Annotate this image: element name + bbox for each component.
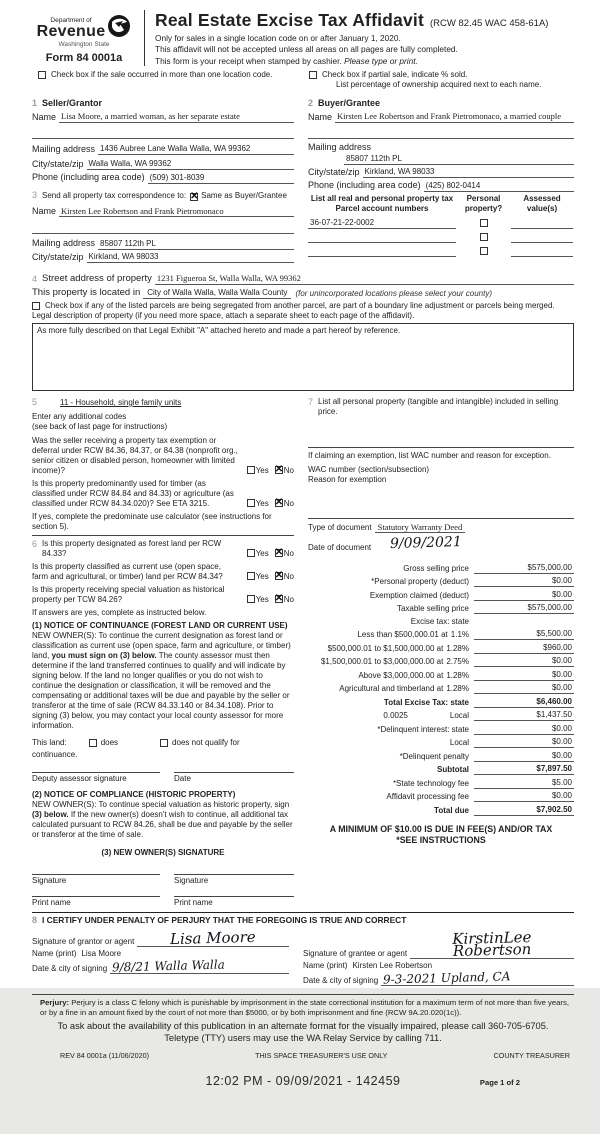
personal-property-checkbox [480,219,488,227]
correspondence-city-value: Kirkland, WA 98033 [87,252,294,263]
assessed-value [511,220,573,229]
buyer-name-line2 [308,130,574,139]
rev-number: REV 84 0001a (11/06/2020) [60,1050,149,1060]
yes-checkbox [247,595,255,603]
no-checkbox [275,595,283,603]
assessed-value [511,248,573,257]
dor-swirl-icon [105,14,131,41]
personal-property-list-label: List all personal property (tangible and intangible) included in selling price. [318,396,559,416]
divider [308,447,574,448]
top-checkbox-row [32,70,574,90]
land-use-code: 11 - Household, single family units [60,397,182,407]
segregated-label: Check box if any of the listed parcels are being segregated from another parcel, are part of a boundary line adjustment or parcels being merged. [45,300,555,310]
notice-continuance-title: (1) NOTICE OF CONTINUANCE (FOREST LAND OR CURRENT USE) [32,620,288,630]
this-land-label: This land: [32,737,67,747]
treasurer-stamp-area [32,1074,574,1134]
located-in-label: This property is located in [32,286,141,298]
yes-checkbox [247,572,255,580]
owner-signature-line-2: Signature [174,874,294,886]
yes-checkbox [247,549,255,557]
treasurer-use-label: THIS SPACE TREASURER'S USE ONLY [255,1050,388,1060]
yes-checkbox [247,466,255,474]
grantee-date-label: Date & city of signing [303,976,379,986]
correspondence-city-label: City/state/zip [32,251,84,262]
buyer-mailing-label: Mailing address [308,141,372,152]
parcel-number [308,248,456,257]
no-checkbox [275,499,283,507]
legal-description-label: Legal description of property (if you need more space, attach a separate sheet to each page of the affidavit). [32,310,415,320]
buyer-mailing-value: 85807 112th PL [344,154,574,165]
county-treasurer-label: COUNTY TREASURER [493,1050,570,1060]
doc-date-label: Date of document [308,542,372,552]
seller-mailing-value: 1436 Aubree Lane Walla Walla, WA 99362 [98,144,294,155]
exemption-deferral-question: Was the seller receiving a property tax exemption or deferral under RCW 84.36, 84.37, or 84.38 (nonprofit org., senior citizen or disabled person, homeowner with limited income)? [32,435,238,475]
located-in-value: City of Walla Walla, Walla Walla County [143,288,291,299]
same-as-buyer-checkbox [190,193,198,201]
grantor-signature-block [32,928,303,988]
buyer-name-value: Kirsten Lee Robertson and Frank Pietromonaco, a married couple [335,111,574,123]
correspondence-name-label: Name [32,206,57,217]
form-title: Real Estate Excise Tax Affidavit [155,10,425,30]
grantor-date-label: Date & city of signing [32,964,108,974]
buyer-city-label: City/state/zip [308,167,360,178]
seller-name-value: Lisa Moore, a married woman, as her separate estate [59,111,294,123]
historic-property-question: Is this property receiving special valuation as historical property per TCW 84.26? [32,584,225,604]
tax-row-total-due: Total due $7,902.50 [434,804,572,815]
buyer-phone-label: Phone (including area code) [308,180,421,191]
seller-name-line2 [32,130,294,139]
tax-row-delinquent-interest-state: *Delinquent interest: state $0.00 [377,723,572,734]
tax-row-tier-4: Above $3,000,000.00 at 1.28% $0.00 [358,669,572,680]
buyer-heading: Buyer/Grantee [318,97,381,108]
seller-phone-label: Phone (including area code) [32,172,145,183]
seller-phone-value: (509) 301-8039 [148,173,294,184]
use-codes-column: 5 11 - Household, single family units Enter any additional codes (see back of last page for instructions) Was the seller receiving a property tax exemption or deferral under RCW 84.36, 84.37, or 84.38 (nonprofit org., senior citizen or disabled person, homeowner with limited income)? Yes ✕ No Is this property predominantly used for timber (as classified under RCW 84.84 and 84.33) or agriculture (as classified under RCW 84.34.020)? See ETA 3215. Yes ✕ No If yes, complete the predominate use calculator (see instructions for section 5). 6 Is this property designated as forest land per RCW 84.33? Yes ✕ No Is this property classified as current use (open space, farm and agricultural, or timber) land per RCW 84.34? Yes ✕ No Is this property receiving special valuation as historical property per TCW 84.26? Yes ✕ No If answers are yes, complete as instructed below. (1) NOTICE OF CONTINUANCE (FOREST LAND OR CURRENT USE) NEW OWNER(S): To continue the current designation as forest land or classification as current use (open space, farm and agriculture, or timber) land, you must sign on (3) below. The county assessor must then determine if the land transferred continues to qualify and will indicate by signing below. If the land no longer qualifies or you do not wish to continue the designation or classification, it will be removed and the compensating or additional taxes will be due and payable by the seller or transferor at the time of sale (RCW 84.33.140 or 84.34.108). Prior to signing (3) below, you may contact your local county assessor for more information. This land: does does not qualify for continuance. Deputy assessor signature Date (2) NOTICE OF COMPLIANCE (HISTORIC PROPERTY) NEW OWNER(S): To continue special valuation as historic property, sign (3) below. If the new owner(s) doesn't wish to continue, all additional tax calculated pursuant to RCW 84.26, shall be due and payable by the seller or transferor at the time of sale. (3) NEW OWNER(S) SIGNATURE Signature Signature Print name Print name [32,397,294,908]
grantor-signature-label: Signature of grantor or agent [32,937,135,947]
header-note-2: This affidavit will not be accepted unless all areas on all pages are fully completed. [155,44,458,55]
notice-continuance-body: NEW OWNER(S): To continue the current designation as forest land or classification as current use (open space, farm and agriculture, or timber) land, you must sign on (3) below. The county assessor must then determine if the land transferred continues to qualify and will indicate by signing below. If the land no longer qualifies or you do not wish to continue the designation or classification, it will be removed and the compensating or additional taxes will be due and payable by the seller or transferor at the time of sale (RCW 84.33.140 or 84.34.108). Prior to signing (3) below, you may contact your local county assessor for more information. [32,630,291,730]
predominate-use-note: If yes, complete the predominate use calculator (see instructions for section 5). [32,511,272,531]
tax-row-personal-property-deduct: *Personal property (deduct) $0.00 [371,576,572,587]
same-as-buyer-label: Same as Buyer/Grantee [201,190,287,200]
tax-row-affidavit-processing-fee: Affidavit processing fee $0.00 [386,791,572,802]
tax-row-excise-tax-state: Excise tax: state [410,616,469,626]
personal-property-checkbox [480,247,488,255]
personal-property-checkbox [480,233,488,241]
no-checkbox [275,466,283,474]
perjury-label: Perjury: [40,998,70,1008]
grantee-print-name: Kirsten Lee Robertson [352,961,433,971]
assessor-date-line: Date [174,772,294,784]
assessor-signature-row [32,772,294,784]
grantee-print-label: Name (print) [303,961,348,971]
grantee-signature-label: Signature of grantee or agent [303,949,408,959]
seller-mailing-label: Mailing address [32,143,96,154]
cashier-stamp: 12:02 PM - 09/09/2021 - 142459 [205,1073,401,1088]
tax-row-exemption-claimed: Exemption claimed (deduct) $0.00 [369,589,572,600]
certify-statement: I CERTIFY UNDER PENALTY OF PERJURY THAT THE FOREGOING IS TRUE AND CORRECT [42,914,407,925]
seller-city-label: City/state/zip [32,159,84,170]
buyer-phone-value: (425) 802-0414 [424,181,574,192]
tax-row-taxable-selling-price: Taxable selling price $575,000.00 [396,603,572,614]
current-use-answer: Yes ✕ No [241,572,294,582]
parcel-table-header: List all real and personal property tax Parcel account numbers Personal property? Assessed value(s) [310,193,561,213]
tax-row-state-technology-fee: *State technology fee $5.00 [392,777,572,788]
forest-land-answer: Yes ✕ No [241,549,294,559]
grantor-print-label: Name (print) [32,949,77,959]
street-address-value: 1231 Figueroa St, Walla Walla, WA 99362 [155,273,574,285]
partial-sale-label: Check box if partial sale, indicate % sold. List percentage of ownership acquired next to each name. [322,69,542,89]
state-label: Washington State [58,41,110,48]
segregated-checkbox [32,302,40,310]
rcw-reference: (RCW 82.45 WAC 458-61A) [430,18,549,29]
exemption-reason-label: Reason for exemption [308,474,387,484]
no-checkbox [275,549,283,557]
doc-type-value: Statutory Warranty Deed [375,522,466,534]
deputy-assessor-signature-line: Deputy assessor signature [32,772,160,784]
seller-column: 1 Seller/Grantor Name Lisa Moore, a married woman, as her separate estate Mailing address 1436 Aubree Lane Walla Walla, WA 99362 City/state/zip Walla Walla, WA 99362 Phone (including area code) (509) 301-8039 3 Send all property tax correspondence to: ✕ Same as Buyer/Grantee Name Kirsten Lee Robertson and Frank Pietromonaco Mailing address 85807 112th PL City/state/zip Kirkland, WA 98033 [32,98,294,265]
additional-codes-label: Enter any additional codes [32,411,127,421]
tax-column: 7 List all personal property (tangible and intangible) included in selling price. If claiming an exemption, list WAC number and reason for exception. WAC number (section/subsection) Reason for exemption Type of document Statutory Warranty Deed Date of document 9/09/2021 Gross selling price $575,000.00 *Personal property (deduct) $0.00 Exemption claimed (deduct) $0.00 Taxable selling price $575,000.00 Excise tax: state Less than $500,000.01 at 1.1% $5,500.00 $500,000.01 to $1,500,000.00 at 1.28% $960.00 $1,500,000.01 to $3,000,000.00 at 2.75% $0.00 Above $3,000,000.00 at 1.28% $0.00 Agricultural and timberland at 1.28% $0.00 Total Excise Tax: state $6,460.00 0.0025 Local $1,437.50 *Delinquent interest: state $0.00 Local $0.00 *Delinquent penalty $0.00 Subtotal $7,897.50 *State technology fee $5.00 Affidavit processing fee $0.00 Total due $7,902.50 A MINIMUM OF $10.00 IS DUE IN FEE(S) AND/OR TAX *SEE INSTRUCTIONS [308,396,572,845]
exemption-claim-note: If claiming an exemption, list WAC number and reason for exception. [308,450,551,460]
legal-description-box [32,323,574,391]
tax-row-delinquent-interest-local: Local $0.00 [449,737,572,748]
doc-date-handwritten: 9/09/2021 [389,534,463,553]
multiple-location-label: Check box if the sale occurred in more than one location code. [51,69,273,79]
excise-tax-table [308,563,574,816]
tax-row-tier-3: $1,500,000.01 to $3,000,000.00 at 2.75% $0.00 [320,656,572,667]
tax-row-subtotal: Subtotal $7,897.50 [437,764,572,775]
perjury-notice: Perjury: Perjury is a class C felony which is punishable by imprisonment in the state correctional institution for a maximum term of not more than five years, or by a fine in an amount fixed by the court of not more than $5000, or by both imprisonment and fine (RCW 9A.20.020(1c)). [32,994,574,1017]
historic-property-answer: Yes ✕ No [241,595,294,605]
title-block [144,10,574,66]
correspondence-label: Send all property tax correspondence to: [42,190,187,200]
multiple-location-checkbox [38,71,46,79]
additional-codes-note: (see back of last page for instructions) [32,421,168,431]
parcel-number [308,234,456,243]
form-number: Form 84 0001a [45,52,123,65]
new-owner-print-row [32,896,294,908]
legal-description-text: As more fully described on that Legal Exhibit "A" attached hereto and made a part hereof by reference. [37,325,401,335]
seller-name-label: Name [32,111,57,122]
yes-checkbox [247,499,255,507]
wac-number-label: WAC number (section/subsection) [308,464,430,474]
no-checkbox [275,572,283,580]
owner-signature-line-1: Signature [32,874,160,886]
seller-city-value: Walla Walla, WA 99362 [87,159,294,170]
parcel-row [308,218,574,229]
continuance-label: continuance. [32,749,78,759]
tax-row-tier-1: Less than $500,000.01 at 1.1% $5,500.00 [357,629,572,640]
owner-print-line-1: Print name [32,896,160,908]
owner-print-line-2: Print name [174,896,294,908]
page-number: Page 1 of 2 [479,1077,520,1087]
forest-land-question: Is this property designated as forest land per RCW 84.33? [42,538,222,558]
correspondence-name-value: Kirsten Lee Robertson and Frank Pietromonaco [59,206,294,218]
tax-row-agricultural: Agricultural and timberland at 1.28% $0.00 [339,683,572,694]
new-owner-signature-title: (3) NEW OWNER(S) SIGNATURE [101,847,225,857]
see-instructions-note: *SEE INSTRUCTIONS [396,834,486,845]
tax-row-tier-2: $500,000.01 to $1,500,000.00 at 1.28% $960.00 [327,642,572,653]
accessibility-note: To ask about the availability of this publication in an alternate format for the visually impaired, please call 360-705-6705. Teletype (TTY) users may use the WA Relay Service by calling 711. [57,1021,549,1044]
correspondence-mailing-value: 85807 112th PL [98,239,294,250]
buyer-column: 2 Buyer/Grantee Name Kirsten Lee Robertson and Frank Pietromonaco, a married couple Mailing address 85807 112th PL City/state/zip Kirkland, WA 98033 Phone (including area code) (425) 802-0414 List all real and personal property tax Parcel account numbers Personal property? Assessed value(s) 36-07-21-22-0002 [308,98,574,265]
current-use-question: Is this property classified as current use (open space, farm and agricultural, or timber) land per RCW 84.34? [32,561,223,581]
partial-sale-checkbox [309,71,317,79]
street-address-label: Street address of property [42,272,152,284]
agency-name: Revenue [36,23,106,41]
seller-heading: Seller/Grantor [42,97,103,108]
buyer-name-label: Name [308,111,333,122]
timber-agriculture-answer: Yes ✕ No [241,499,294,509]
tax-row-local: 0.0025 Local $1,437.50 [383,710,572,721]
type-or-print-note: Please type or print. [344,55,418,66]
grantee-date-handwriting: 9-3-2021 Upland, CA [382,969,511,987]
notice-compliance-title: (2) NOTICE OF COMPLIANCE (HISTORIC PROPERTY) [32,789,236,799]
grantor-print-name: Lisa Moore [81,949,122,959]
header-note-1: Only for sales in a single location code on or after January 1, 2020. [155,32,401,43]
footer-row [32,1051,574,1060]
buyer-city-value: Kirkland, WA 98033 [363,167,574,178]
timber-agriculture-question: Is this property predominantly used for timber (as classified under RCW 84.84 and 84.33) or agriculture (as classified under RCW 84.34.020)? See ETA 3215. [32,478,234,508]
divider [308,518,574,519]
correspondence-name-line2 [32,225,294,234]
grantor-date-handwriting: 9/8/21 Walla Walla [111,957,226,975]
dept-of-label: Department of [50,17,92,25]
tax-row-total-excise-state: Total Excise Tax: state $6,460.00 [383,696,572,707]
grantee-signature-handwriting: KirstinLee Robertson [452,928,532,961]
tax-row-delinquent-penalty: *Delinquent penalty $0.00 [399,750,572,761]
if-yes-note: If answers are yes, complete as instructed below. [32,607,207,617]
tax-row-gross-selling-price: Gross selling price $575,000.00 [403,562,572,573]
divider [32,535,294,536]
new-owner-signature-row [32,874,294,886]
dor-logo [32,10,136,66]
does-checkbox [89,739,97,747]
does-not-checkbox [160,739,168,747]
form-header [32,10,574,66]
certification-section: 8 I CERTIFY UNDER PENALTY OF PERJURY THAT THE FOREGOING IS TRUE AND CORRECT Signature of grantor or agent Lisa Moore Name (print) Lisa Moore Date & city of signing 9/8/21 Walla Walla Signature of grantee or agent KirstinLee Robertson Name (print) Kirsten Lee Robertson Date & city of signing 9-3-2021 Upland, CA [32,912,574,988]
grantee-signature-block [303,928,574,988]
doc-type-label: Type of document [308,523,372,533]
notice-compliance-body: NEW OWNER(S): To continue special valuation as historic property, sign (3) below. If the new owner(s) doesn't wish to continue, all additional tax calculated pursuant to RCW 84.26, shall be due and payable by the seller or transferor at the time of sale. [32,799,293,839]
parcel-row [308,247,574,257]
parcel-number: 36-07-21-22-0002 [308,218,456,229]
header-note-3: This form is your receipt when stamped by cashier. Please type or print. [155,55,418,66]
exemption-deferral-answer: Yes ✕ No [241,466,294,476]
minimum-fee-note: A MINIMUM OF $10.00 IS DUE IN FEE(S) AND/OR TAX [329,823,553,834]
parcel-row [308,233,574,243]
correspondence-mailing-label: Mailing address [32,238,96,249]
located-in-note: (for unincorporated locations please select your county) [295,288,492,298]
land-qualify-row: This land: does does not qualify for [32,737,240,747]
grantor-signature-handwriting: Lisa Moore [170,928,257,949]
assessed-value [511,234,573,243]
property-section: 4 Street address of property 1231 Figueroa St, Walla Walla, WA 99362 This property is located in City of Walla Walla, Walla Walla County (for unincorporated locations please select your county) Check box if any of the listed parcels are being segregated from another parcel, are part of a boundary line adjustment or parcels being merged. Legal description of property (if you need more space, attach a separate sheet to each page of the affidavit). As more fully described on that Legal Exhibit "A" attached hereto and made a part hereof by reference. [32,273,574,391]
